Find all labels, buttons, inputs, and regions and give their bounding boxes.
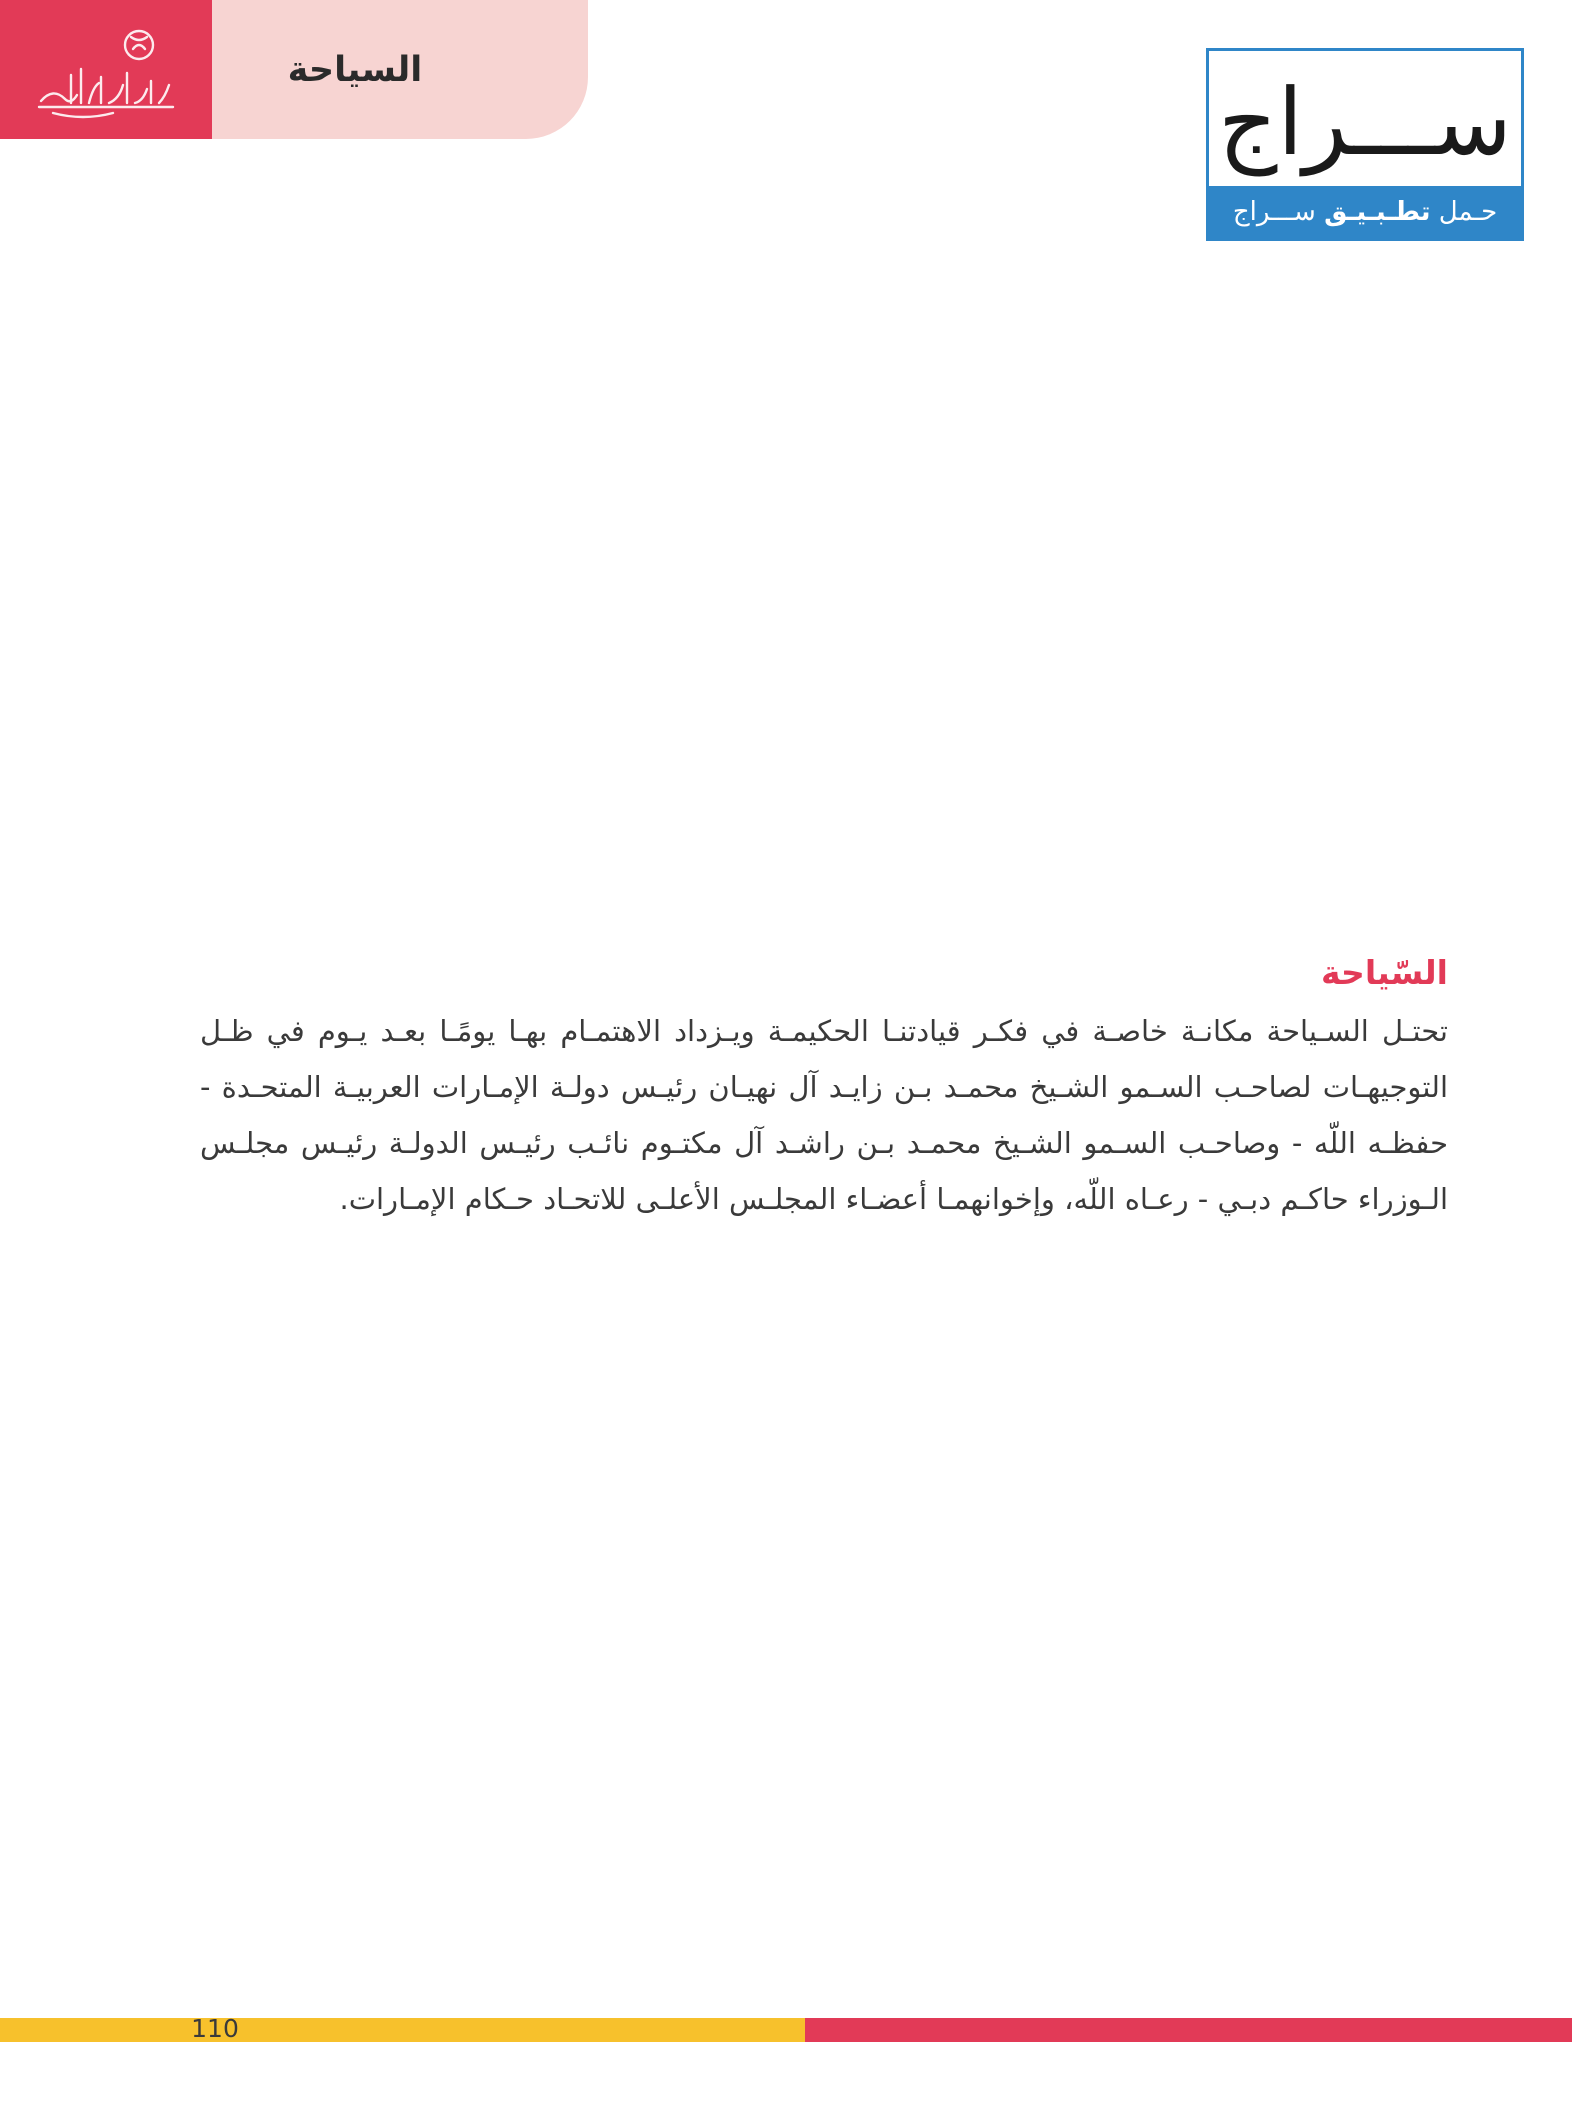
article-body: تحتـل السـياحة مكانـة خاصـة في فكـر قيادتنـا الحكيمـة ويـزداد الاهتمـام بهـا يومًـا بعـد يـوم في ظـل التوجيهـات لصاحـب السـمو الشـيخ محمـد بـن زايـد آل نهيـان رئيـس دولـة الإمـارات العربيـة المتحـدة - حفظـه اللّه - وصاحـب السـمو الشـيخ محمـد بـن راشـد آل مكتـوم نائـب رئيـس الدولـة رئيـس مجلـس الـوزراء حاكـم دبـي - رعـاه اللّه، وإخوانهمـا أعضـاء المجلـس الأعلـى للاتحـاد حـكام الإمـارات. (200, 1014, 1448, 1216)
section-title: السياحة (287, 50, 423, 90)
page-number: 110 (191, 2014, 239, 2043)
download-app-strip (1209, 186, 1521, 238)
strip-suffix: ســـراج (1232, 197, 1316, 227)
article (200, 945, 1448, 1227)
siraj-app-badge[interactable] (1206, 48, 1524, 241)
footer-bar-red (805, 2018, 1572, 2042)
header-logo-block (0, 0, 212, 139)
calligraphy-logo-icon (31, 15, 181, 125)
siraj-wordmark: ســـراج (1218, 69, 1512, 176)
footer-bar-yellow (0, 2018, 805, 2042)
strip-bold: تطـبـيـق (1324, 197, 1431, 227)
article-heading: السّياحة (1321, 953, 1448, 992)
strip-prefix: حـمل (1438, 197, 1498, 227)
